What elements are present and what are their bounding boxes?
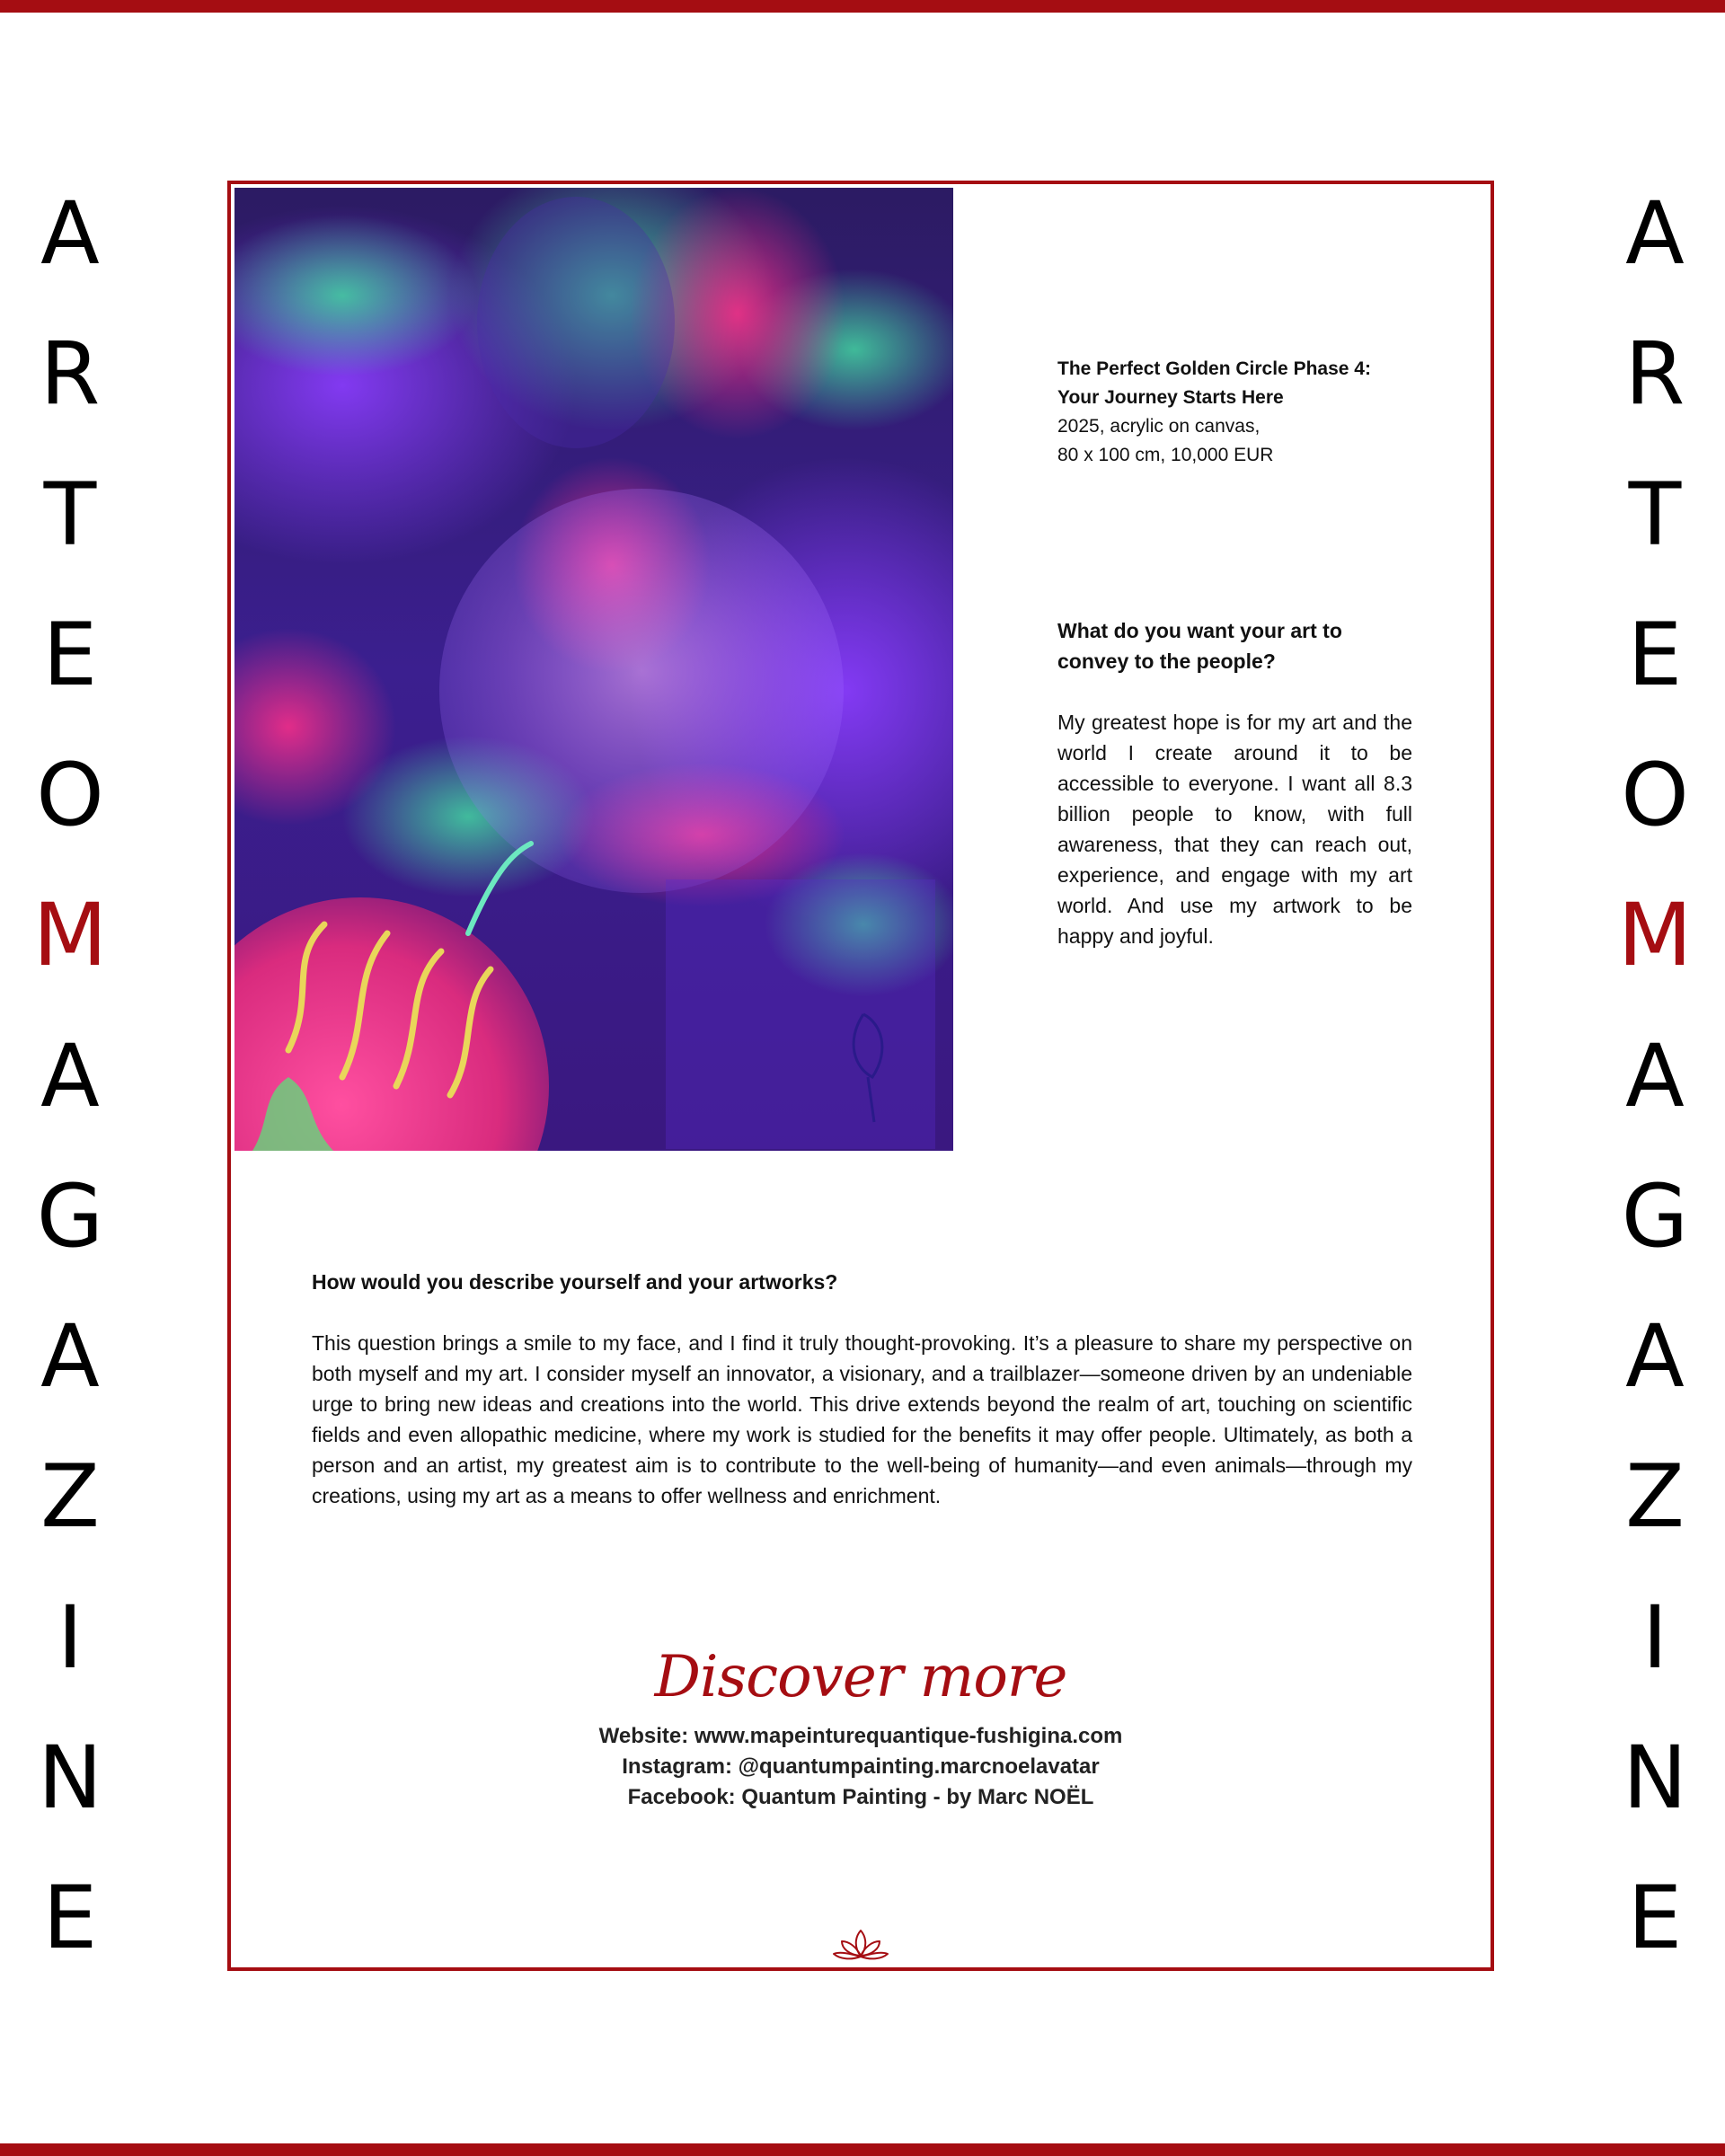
artwork-details-line1: 2025, acrylic on canvas,	[1057, 416, 1261, 437]
letter: A	[1625, 1306, 1685, 1407]
letter: I	[1641, 1586, 1668, 1688]
interview-block-1	[1057, 615, 1412, 951]
letter: M	[1617, 885, 1693, 986]
letter: G	[1621, 1165, 1689, 1267]
answer-text: This question brings a smile to my face, and I find it truly thought-provoking. It’s a pleasure to share my perspective on both myself and my art. I consider myself an innovator, a visionary, and a trailblazer—someone driven by an undeniable urge to bring new ideas and creations into the world. This drive extends beyond the realm of art, touching on scientific fields and even allopathic medicine, where my work is studied for the benefits it may offer people. Ultimately, as both a person and an artist, my greatest aim is to contribute to the well-being of humanity—and even animals—through my creations, using my art as a means to offer wellness and enrichment.	[312, 1331, 1412, 1507]
bottom-band	[0, 2143, 1725, 2156]
letter: M	[32, 885, 108, 986]
letter: R	[1624, 323, 1685, 425]
letter: G	[36, 1165, 104, 1267]
question-heading: What do you want your art to convey to the people?	[1057, 619, 1342, 673]
letter: E	[1627, 604, 1683, 705]
letter: I	[57, 1586, 84, 1688]
artwork-caption	[1057, 355, 1435, 470]
question-heading: How would you describe yourself and your artworks?	[312, 1270, 838, 1294]
letter: A	[40, 1025, 100, 1127]
letter: T	[1628, 464, 1682, 565]
letter: E	[1627, 1868, 1683, 1968]
artwork-details-line2: 80 x 100 cm, 10,000 EUR	[1057, 445, 1274, 465]
letter: A	[40, 1306, 100, 1407]
facebook-link[interactable]: Facebook: Quantum Painting - by Marc NOËL	[627, 1785, 1094, 1809]
answer-text: My greatest hope is for my art and the world I create around it to be accessible to everyone. I want all 8.3 billion people to know, with full awareness, that they can reach out, experience, and engage with my art world. And use my artwork to be happy and joyful.	[1057, 711, 1412, 948]
content-frame	[227, 181, 1494, 1971]
letter: N	[1623, 1727, 1687, 1828]
artwork-image	[234, 188, 953, 1151]
website-link[interactable]: Website: www.mapeinturequantique-fushigina.com	[598, 1724, 1123, 1748]
letter: T	[43, 464, 97, 565]
artwork-title-line2: Your Journey Starts Here	[1057, 387, 1284, 408]
interview-block-2	[312, 1267, 1412, 1511]
letter: E	[42, 604, 98, 705]
letter: O	[36, 745, 104, 845]
artwork-title-line1: The Perfect Golden Circle Phase 4:	[1057, 358, 1371, 379]
top-band	[0, 0, 1725, 13]
letter: E	[42, 1868, 98, 1968]
letter: Z	[1625, 1446, 1685, 1548]
letter: R	[40, 323, 101, 425]
discover-heading: Discover more	[654, 1644, 1067, 1710]
contact-links	[231, 1721, 1491, 1813]
vertical-title-right	[1601, 180, 1709, 1972]
lotus-icon	[831, 1927, 890, 1965]
letter: A	[40, 183, 100, 284]
letter: A	[1625, 183, 1685, 284]
letter: N	[38, 1727, 102, 1828]
vertical-title-left	[16, 180, 124, 1972]
instagram-link[interactable]: Instagram: @quantumpainting.marcnoelavatar	[622, 1754, 1100, 1779]
letter: Z	[40, 1446, 100, 1548]
letter: O	[1621, 745, 1689, 845]
letter: A	[1625, 1025, 1685, 1127]
